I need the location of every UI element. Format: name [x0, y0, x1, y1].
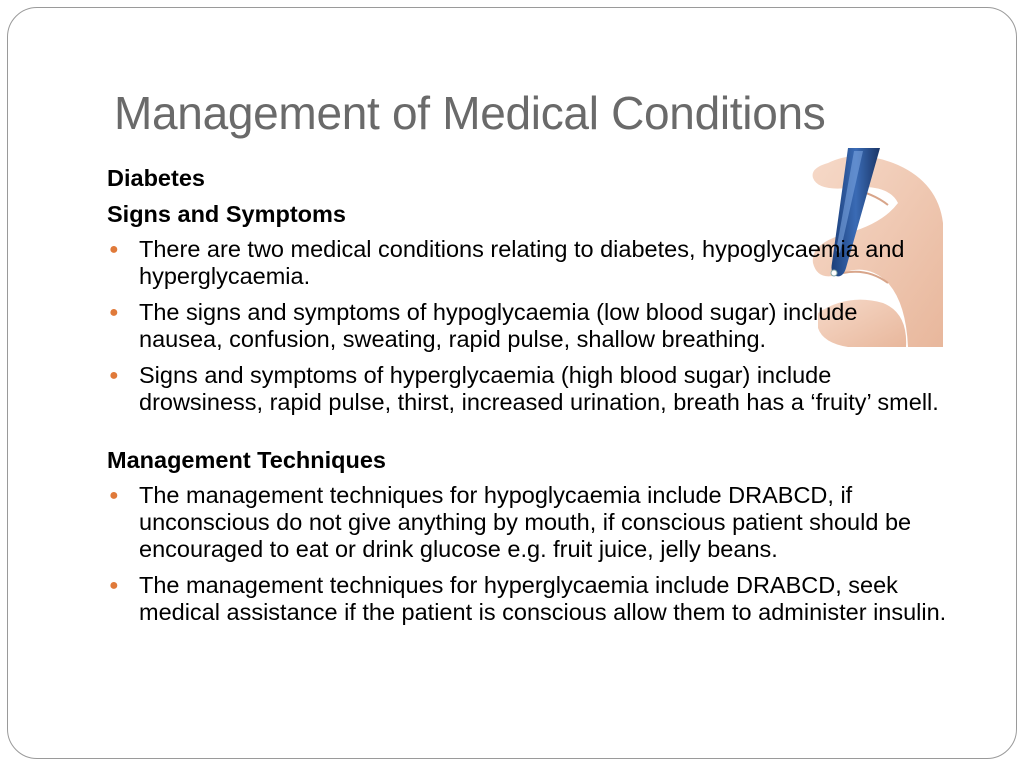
list-item: ● The management techniques for hyperglycaemia include DRABCD, seek medical assistance if the patient is conscious allow them to administer insulin. [109, 572, 947, 625]
slide-frame [7, 7, 1017, 759]
list-item: ● Signs and symptoms of hyperglycaemia (high blood sugar) include drowsiness, rapid pulse, thirst, increased urination, breath has a ‘fruity’ smell. [109, 362, 939, 415]
list-item: ● There are two medical conditions relating to diabetes, hypoglycaemia and hyperglycaemia. [109, 236, 905, 289]
bullet-icon: ● [109, 487, 119, 504]
subsection-management-techniques: Management Techniques [107, 447, 387, 473]
bullet-list-signs [107, 236, 947, 416]
list-item: ● The signs and symptoms of hypoglycaemia (low blood sugar) include nausea, confusion, sweating, rapid pulse, shallow breathing. [109, 299, 858, 352]
slide-content [107, 164, 947, 635]
bullet-icon: ● [109, 241, 119, 258]
section-title: Diabetes [107, 165, 205, 191]
bullet-icon: ● [109, 304, 119, 321]
bullet-icon: ● [109, 577, 119, 594]
slide-title: Management of Medical Conditions [114, 87, 826, 139]
bullet-list-management [107, 482, 947, 626]
bullet-icon: ● [109, 367, 119, 384]
list-item: ● The management techniques for hypoglycaemia include DRABCD, if unconscious do not give anything by mouth, if conscious patient should be encouraged to eat or drink glucose e.g. fruit juice, jelly beans. [109, 482, 912, 562]
subsection-signs-symptoms: Signs and Symptoms [107, 201, 346, 227]
